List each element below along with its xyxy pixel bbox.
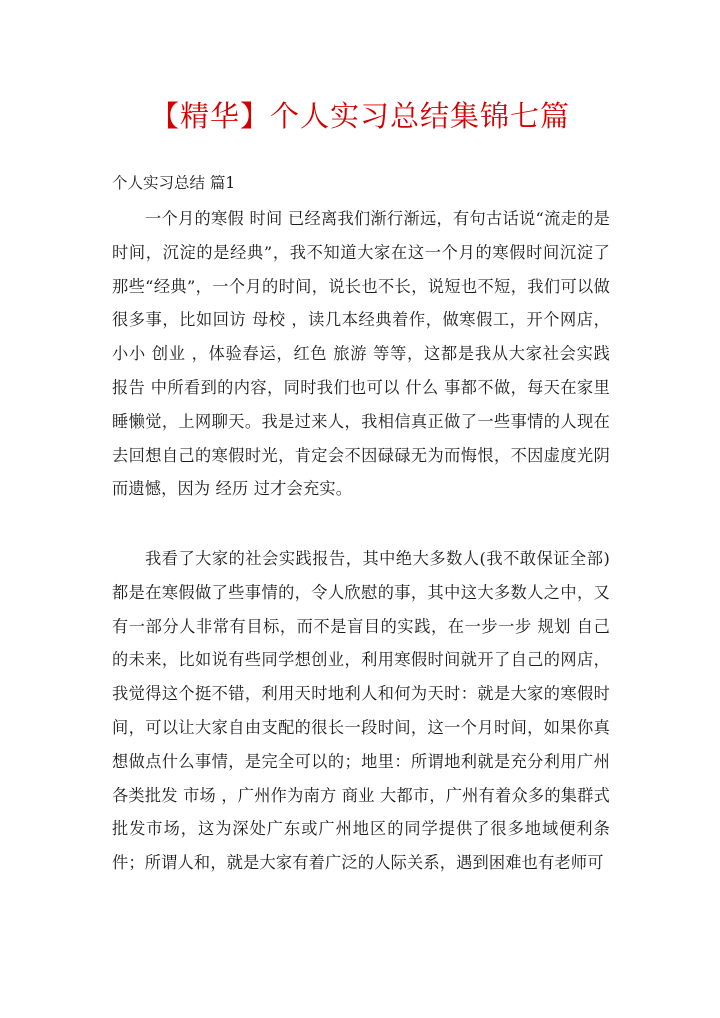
body-paragraph-2: 我看了大家的社会实践报告，其中绝大多数人(我不敢保证全部)都是在寒假做了些事情的，令人欣慰的事，其中这大多数人之中，又有一部分人非常有目标，而不是盲目的实践，在一步一步 规划 自己的未来，比如说有些同学想创业，利用寒假时间就开了自己的网店，我觉得这个挺不错，利用天时地利人和何为天时：就是大家的寒假时间，可以让大家自由支配的很长一段时间，这一个月时间，如果你真想做点什么事情，是完全可以的；地里：所谓地利就是充分利用广州各类批发 市场 ，广州作为南方 商业 大都市，广州有着众多的集群式批发市场，这为深处广东或广州地区的同学提供了很多地域便利条件；所谓人和，就是大家有着广泛的人际关系，遇到困难也有老师可 bbox=[112, 549, 610, 873]
body-paragraph-1: 一个月的寒假 时间 已经离我们渐行渐远，有句古话说“流走的是时间，沉淀的是经典”，我不知道大家在这一个月的寒假时间沉淀了那些“经典”，一个月的时间，说长也不长，说短也不短，我们可以做很多事，比如回访 母校 ，读几本经典着作，做寒假工，开个网店，小小 创业 ，体验春运，红色 旅游 等等，这都是我从大家社会实践 报告 中所看到的内容，同时我们也可以 什么 事都不做，每天在家里睡懒觉，上网聊天。我是过来人，我相信真正做了一些事情的人现在去回想自己的寒假时光，肯定会不因碌碌无为而悔恨，不因虚度光阴而遗憾，因为 经历 过才会充实。 bbox=[112, 209, 610, 499]
document-title: 【精华】个人实习总结集锦七篇 bbox=[149, 99, 570, 133]
section-heading: 个人实习总结 篇1 bbox=[112, 174, 236, 192]
